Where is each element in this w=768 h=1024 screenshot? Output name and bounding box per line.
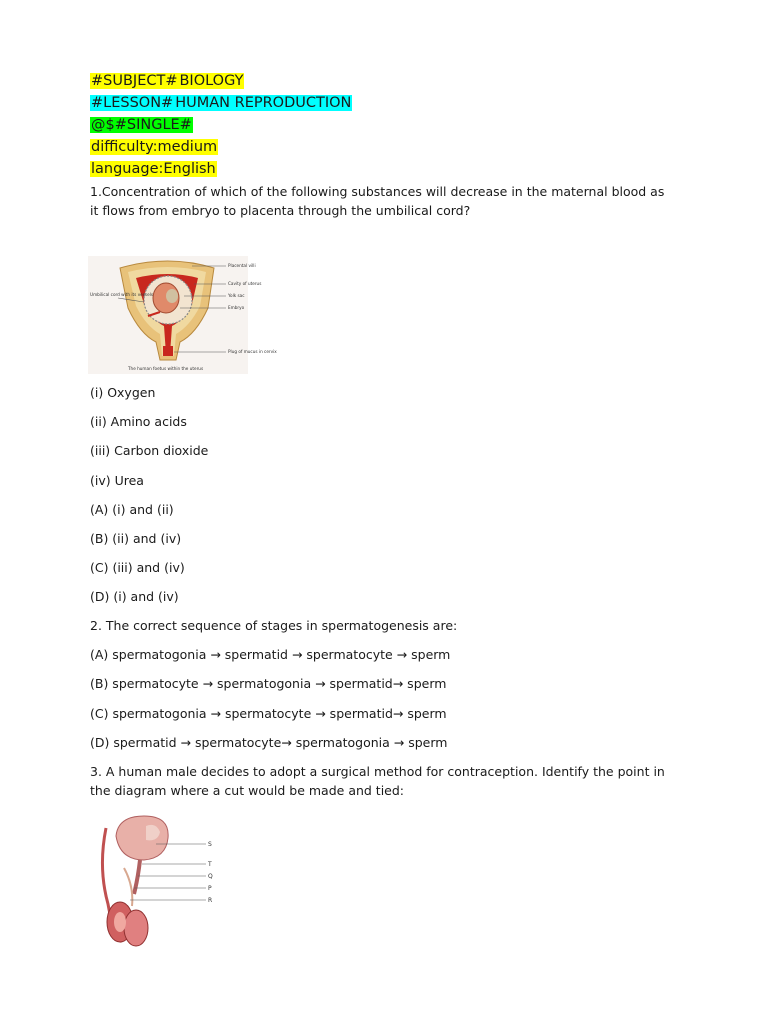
figure-caption: The human foetus within the uterus <box>128 366 204 371</box>
difficulty-line <box>90 136 690 158</box>
subject-line <box>90 70 690 92</box>
q1-option: (D) (i) and (iv) <box>90 589 179 604</box>
q1-item: (ii) Amino acids <box>90 414 187 429</box>
figure-label: T <box>208 861 212 868</box>
male-reproductive-figure <box>94 808 224 950</box>
figure-label: Embryo <box>228 305 245 310</box>
subject-value: BIOLOGY <box>179 73 244 89</box>
single-tag: @$#SINGLE# <box>91 117 192 133</box>
figure-label: P <box>208 885 212 892</box>
figure-label: S <box>208 841 212 848</box>
question-1-text: 1.Concentration of which of the following substances will decrease in the maternal blood as it flows from embryo to placenta through the umbilical cord? <box>90 184 665 218</box>
q1-item: (iv) Urea <box>90 473 144 488</box>
q2-option: (A) spermatogonia → spermatid → spermatocyte → sperm <box>90 647 451 662</box>
difficulty-tag: difficulty:medium <box>91 139 218 155</box>
figure-label: Plug of mucus in cervix <box>228 349 277 354</box>
q1-item: (i) Oxygen <box>90 385 156 400</box>
question-2-text: 2. The correct sequence of stages in spermatogenesis are: <box>90 618 458 633</box>
figure-label: R <box>208 897 213 904</box>
q2-option: (C) spermatogonia → spermatocyte → spermatid→ sperm <box>90 706 447 721</box>
q2-option: (D) spermatid → spermatocyte→ spermatogonia → sperm <box>90 735 448 750</box>
uterus-foetus-figure <box>88 256 277 374</box>
language-tag: language:English <box>91 161 216 177</box>
figure-label: Yolk sac <box>228 293 245 298</box>
q1-item: (iii) Carbon dioxide <box>90 443 209 458</box>
figure-label: Cavity of uterus <box>228 281 262 286</box>
subject-tag: #SUBJECT# <box>91 73 178 89</box>
q1-option: (B) (ii) and (iv) <box>90 531 182 546</box>
q1-option: (C) (iii) and (iv) <box>90 560 185 575</box>
q2-option: (B) spermatocyte → spermatogonia → spermatid→ sperm <box>90 676 447 691</box>
question-3-text: 3. A human male decides to adopt a surgical method for contraception. Identify the point in the diagram where a cut would be made and tied: <box>90 764 665 798</box>
figure-label: Placental villi <box>228 263 256 268</box>
figure-label: Umbilical cord with its vessels <box>90 292 154 297</box>
figure-label: Q <box>208 873 213 880</box>
lesson-line <box>90 92 690 114</box>
q1-option: (A) (i) and (ii) <box>90 502 174 517</box>
lesson-tag: #LESSON# <box>91 95 174 111</box>
lesson-value: HUMAN REPRODUCTION <box>175 95 352 111</box>
language-line <box>90 158 690 180</box>
single-line <box>90 114 690 136</box>
